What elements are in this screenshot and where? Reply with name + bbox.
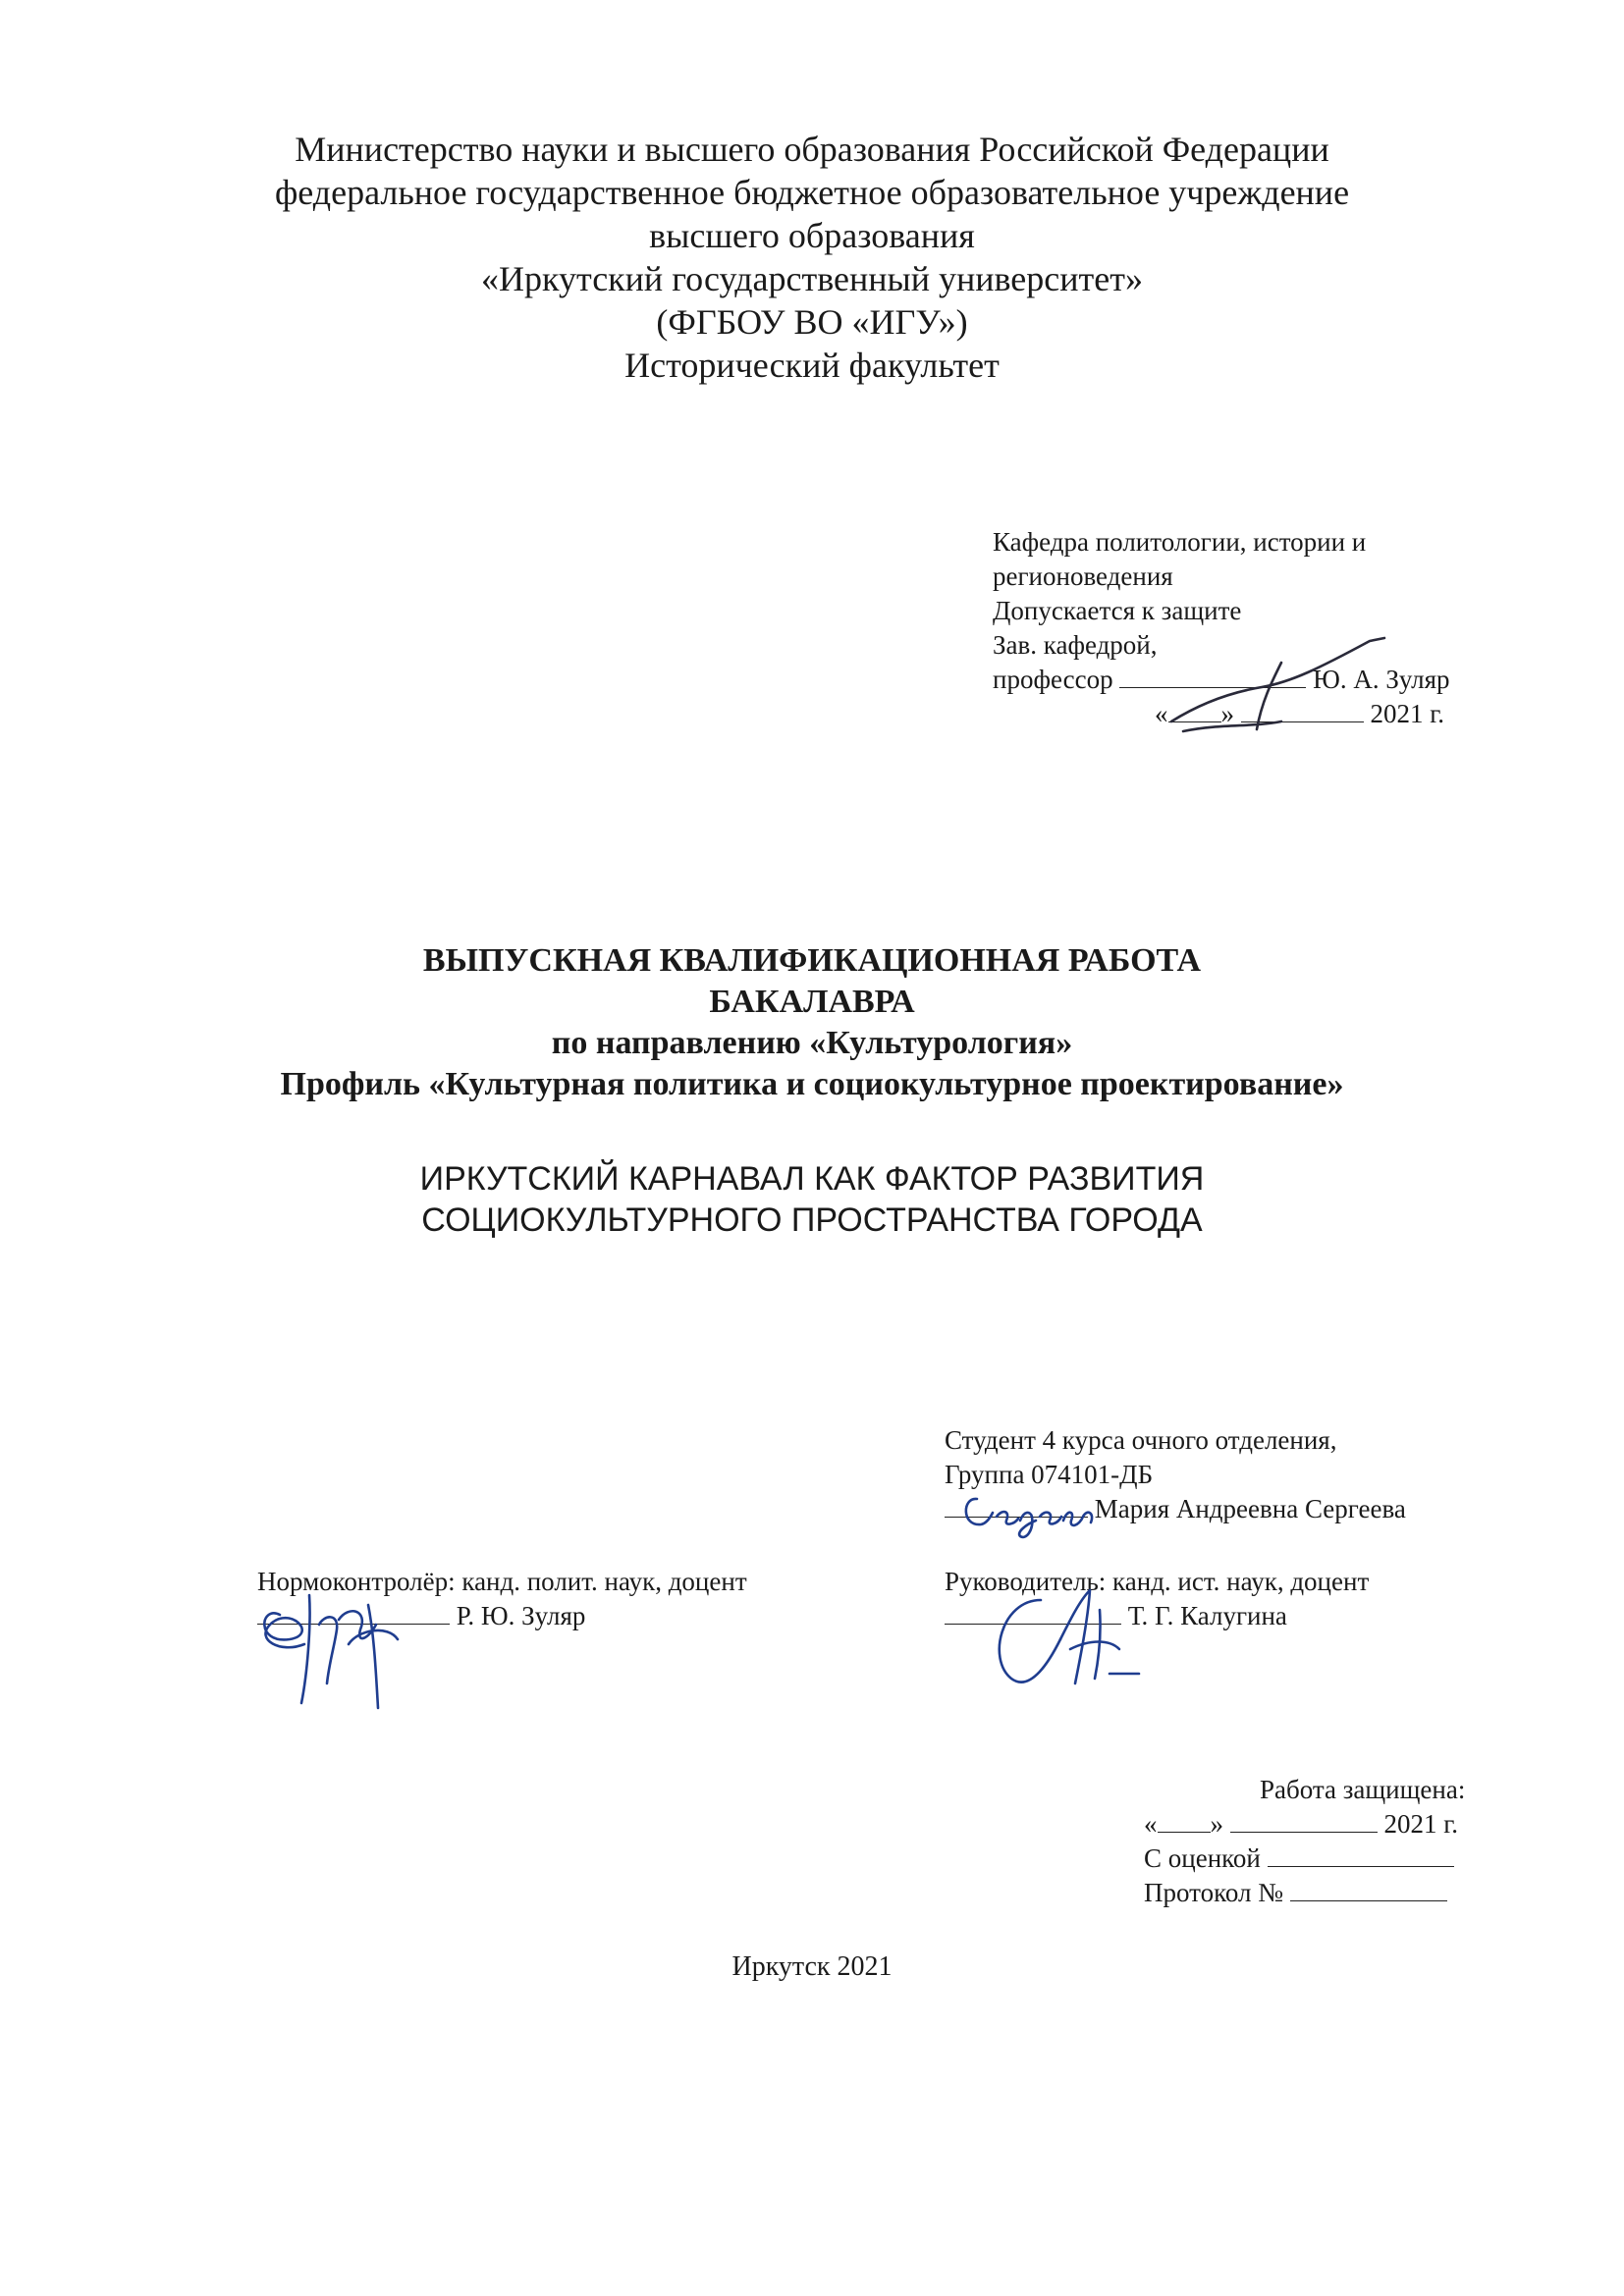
direction-line: по направлению «Культурология» — [551, 1025, 1073, 1061]
protocol-label: Протокол № — [1144, 1878, 1283, 1907]
thesis-topic — [0, 1158, 1624, 1241]
supervisor-role: Руководитель: канд. ист. наук, доцент — [945, 1567, 1370, 1596]
normocontroller-block — [257, 1565, 747, 1633]
protocol-line — [1144, 1876, 1465, 1910]
signature-underline — [945, 1600, 1121, 1625]
grade-label: С оценкой — [1144, 1843, 1261, 1873]
normocontroller-role: Нормоконтролёр: канд. полит. наук, доцент — [257, 1567, 747, 1596]
month-underline — [1241, 698, 1364, 722]
student-group: Группа 074101-ДБ — [945, 1460, 1154, 1489]
ministry-line: Министерство науки и высшего образования Российской Федерации — [295, 130, 1329, 169]
student-block — [945, 1423, 1406, 1526]
supervisor-name: Т. Г. Калугина — [1127, 1601, 1287, 1630]
signature-underline — [945, 1493, 1088, 1518]
university-name-line: «Иркутский государственный университет» — [481, 259, 1143, 298]
education-level-line: высшего образования — [649, 216, 975, 255]
date-quote-close: » — [1220, 699, 1234, 728]
degree-line: БАКАЛАВРА — [709, 984, 915, 1020]
head-title: Зав. кафедрой, — [993, 630, 1158, 660]
admission-label: Допускается к защите — [993, 596, 1242, 625]
date-quote-open: « — [1144, 1809, 1158, 1839]
institution-header — [0, 128, 1624, 387]
student-signature-line — [945, 1492, 1406, 1526]
date-quote-close: » — [1210, 1809, 1223, 1839]
date-year: 2021 г. — [1383, 1809, 1459, 1839]
supervisor-signature-line — [945, 1599, 1369, 1633]
head-rank: профессор — [993, 665, 1113, 694]
supervisor-block — [945, 1565, 1369, 1633]
day-underline — [1158, 1808, 1211, 1833]
student-course: Студент 4 курса очного отделения, — [945, 1425, 1337, 1455]
defense-block — [1144, 1773, 1465, 1910]
thesis-type-line: ВЫПУСКНАЯ КВАЛИФИКАЦИОННАЯ РАБОТА — [422, 942, 1202, 979]
date-quote-open: « — [1155, 699, 1168, 728]
defense-date-line — [1144, 1807, 1465, 1842]
city-year: Иркутск 2021 — [731, 1951, 893, 1982]
profile-line: Профиль «Культурная политика и социокультурное проектирование» — [280, 1066, 1344, 1102]
university-abbr-line: (ФГБОУ ВО «ИГУ») — [656, 302, 968, 342]
defended-label: Работа защищена: — [1260, 1775, 1466, 1804]
faculty-line: Исторический факультет — [624, 346, 1000, 385]
institution-type-line: федеральное государственное бюджетное образовательное учреждение — [274, 173, 1350, 212]
department-name-line2: регионоведения — [993, 561, 1173, 591]
thesis-title-block — [0, 940, 1624, 1105]
department-name-line1: Кафедра политологии, истории и — [993, 527, 1367, 557]
student-name: Мария Андреевна Сергеева — [1094, 1494, 1406, 1523]
grade-underline — [1268, 1842, 1454, 1867]
month-underline — [1230, 1808, 1378, 1833]
protocol-underline — [1290, 1877, 1447, 1901]
topic-line2: СОЦИОКУЛЬТУРНОГО ПРОСТРАНСТВА ГОРОДА — [421, 1201, 1203, 1239]
date-year: 2021 г. — [1370, 699, 1445, 728]
signature-underline — [1119, 664, 1306, 688]
grade-line — [1144, 1842, 1465, 1876]
normocontroller-signature-line — [257, 1599, 747, 1633]
topic-line1: ИРКУТСКИЙ КАРНАВАЛ КАК ФАКТОР РАЗВИТИЯ — [419, 1160, 1205, 1198]
normocontroller-name: Р. Ю. Зуляр — [456, 1601, 586, 1630]
signature-underline — [257, 1600, 450, 1625]
approval-date-line — [993, 697, 1543, 731]
day-underline — [1168, 698, 1221, 722]
head-signature-line — [993, 663, 1543, 697]
head-name: Ю. А. Зуляр — [1313, 665, 1450, 694]
department-approval-block — [993, 525, 1543, 731]
